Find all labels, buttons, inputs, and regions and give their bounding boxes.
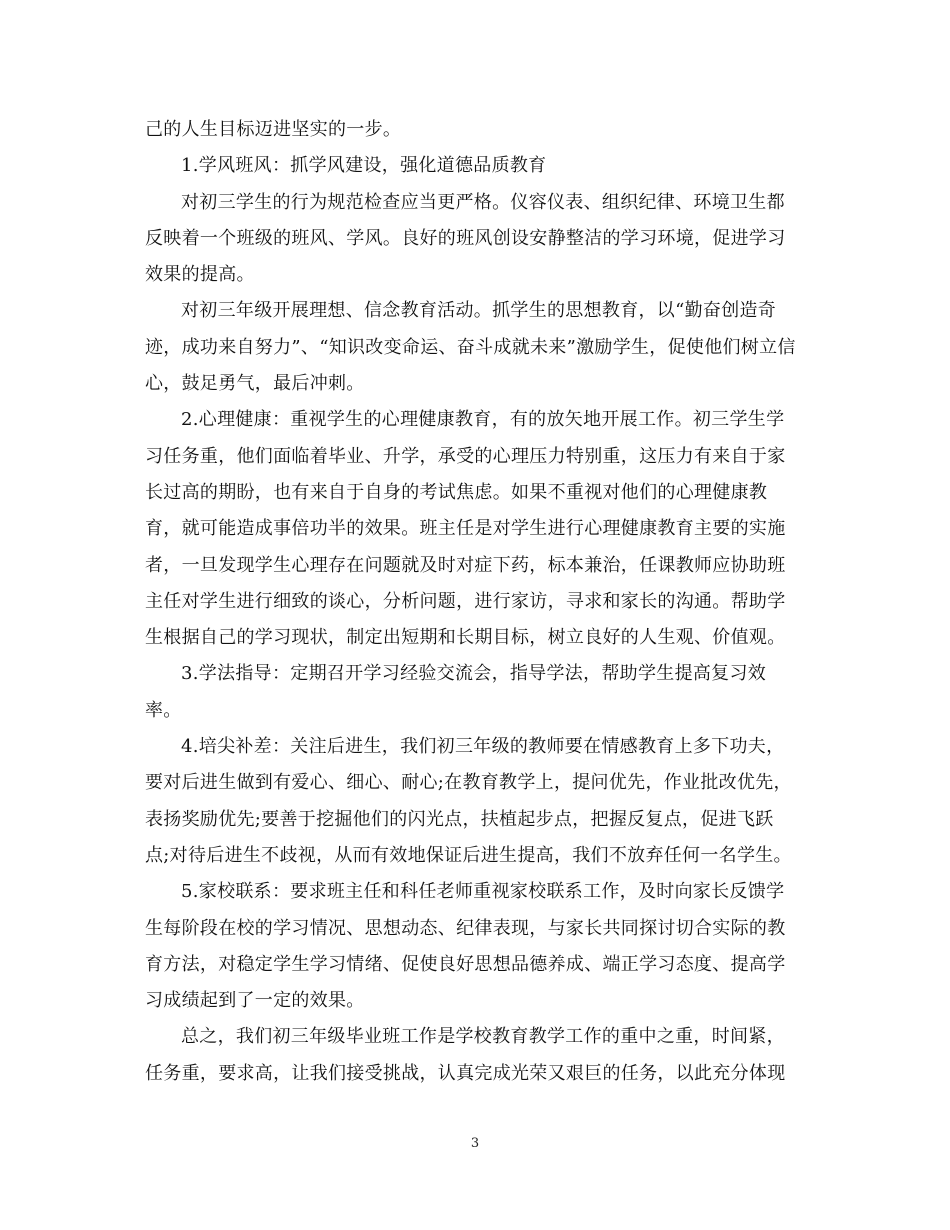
text-line-26: 总之，我们初三年级毕业班工作是学校教育教学工作的重中之重，时间紧， [181, 1026, 785, 1048]
page-number: 3 [470, 1136, 480, 1151]
text-line-25: 习成绩起到了一定的效果。 [145, 990, 365, 1012]
text-line-12: 育，就可能造成事倍功半的效果。班主任是对学生进行心理健康教育主要的实施 [145, 518, 786, 540]
text-line-8: 心，鼓足勇气，最后冲刺。 [145, 373, 365, 395]
text-line-23: 生每阶段在校的学习情况、思想动态、纪律表现，与家长共同探讨切合实际的教 [145, 917, 786, 939]
section-heading-top-and-remedial: 4.培尖补差：关注后进生，我们初三年级的教师要在情感教育上多下功夫， [181, 736, 785, 758]
text-line-17: 率。 [145, 699, 182, 721]
text-line-1: 己的人生目标迈进坚实的一步。 [145, 119, 402, 140]
section-heading-study-guidance: 3.学法指导：定期召开学习经验交流会，指导学法，帮助学生提高复习效 [181, 663, 767, 685]
text-line-20: 表扬奖励优先;要善于挖掘他们的闪光点，扶植起步点，把握反复点，促进飞跃 [145, 808, 774, 830]
text-line-5: 效果的提高。 [145, 264, 255, 286]
section-heading-mental-health: 2.心理健康：重视学生的心理健康教育，有的放矢地开展工作。初三学生学 [181, 409, 785, 431]
text-line-27: 任务重，要求高，让我们接受挑战，认真完成光荣又艰巨的任务，以此充分体现 [145, 1062, 786, 1084]
text-line-7: 迹，成功来自努力”、“知识改变命运、奋斗成就未来”激励学生，促使他们树立信 [145, 336, 796, 358]
text-line-21: 点;对待后进生不歧视，从而有效地保证后进生提高，我们不放弃任何一名学生。 [145, 844, 792, 866]
text-line-15: 生根据自己的学习现状，制定出短期和长期目标，树立良好的人生观、价值观。 [145, 627, 786, 649]
text-line-14: 主任对学生进行细致的谈心，分析问题，进行家访，寻求和家长的沟通。帮助学 [145, 590, 786, 612]
text-line-6: 对初三年级开展理想、信念教育活动。抓学生的思想教育，以“勤奋创造奇 [181, 300, 777, 322]
text-line-3: 对初三学生的行为规范检查应当更严格。仪容仪表、组织纪律、环境卫生都 [181, 191, 785, 213]
text-line-10: 习任务重，他们面临着毕业、升学，承受的心理压力特别重，这压力有来自于家 [145, 445, 786, 467]
text-line-4: 反映着一个班级的班风、学风。良好的班风创设安静整洁的学习环境，促进学习 [145, 227, 786, 249]
section-heading-home-school: 5.家校联系：要求班主任和科任老师重视家校联系工作，及时向家长反馈学 [181, 881, 785, 903]
text-line-24: 育方法，对稳定学生学习情绪、促使良好思想品德养成、端正学习态度、提高学 [145, 953, 786, 975]
section-heading-study-style: 1.学风班风：抓学风建设，强化道德品质教育 [181, 155, 547, 177]
text-line-13: 者，一旦发现学生心理存在问题就及时对症下药，标本兼治，任课教师应协助班 [145, 554, 786, 576]
text-line-11: 长过高的期盼，也有来自于自身的考试焦虑。如果不重视对他们的心理健康教 [145, 481, 768, 503]
page-body-text [145, 112, 805, 1092]
text-line-19: 要对后进生做到有爱心、细心、耐心;在教育教学上，提问优先，作业批改优先， [145, 772, 792, 794]
